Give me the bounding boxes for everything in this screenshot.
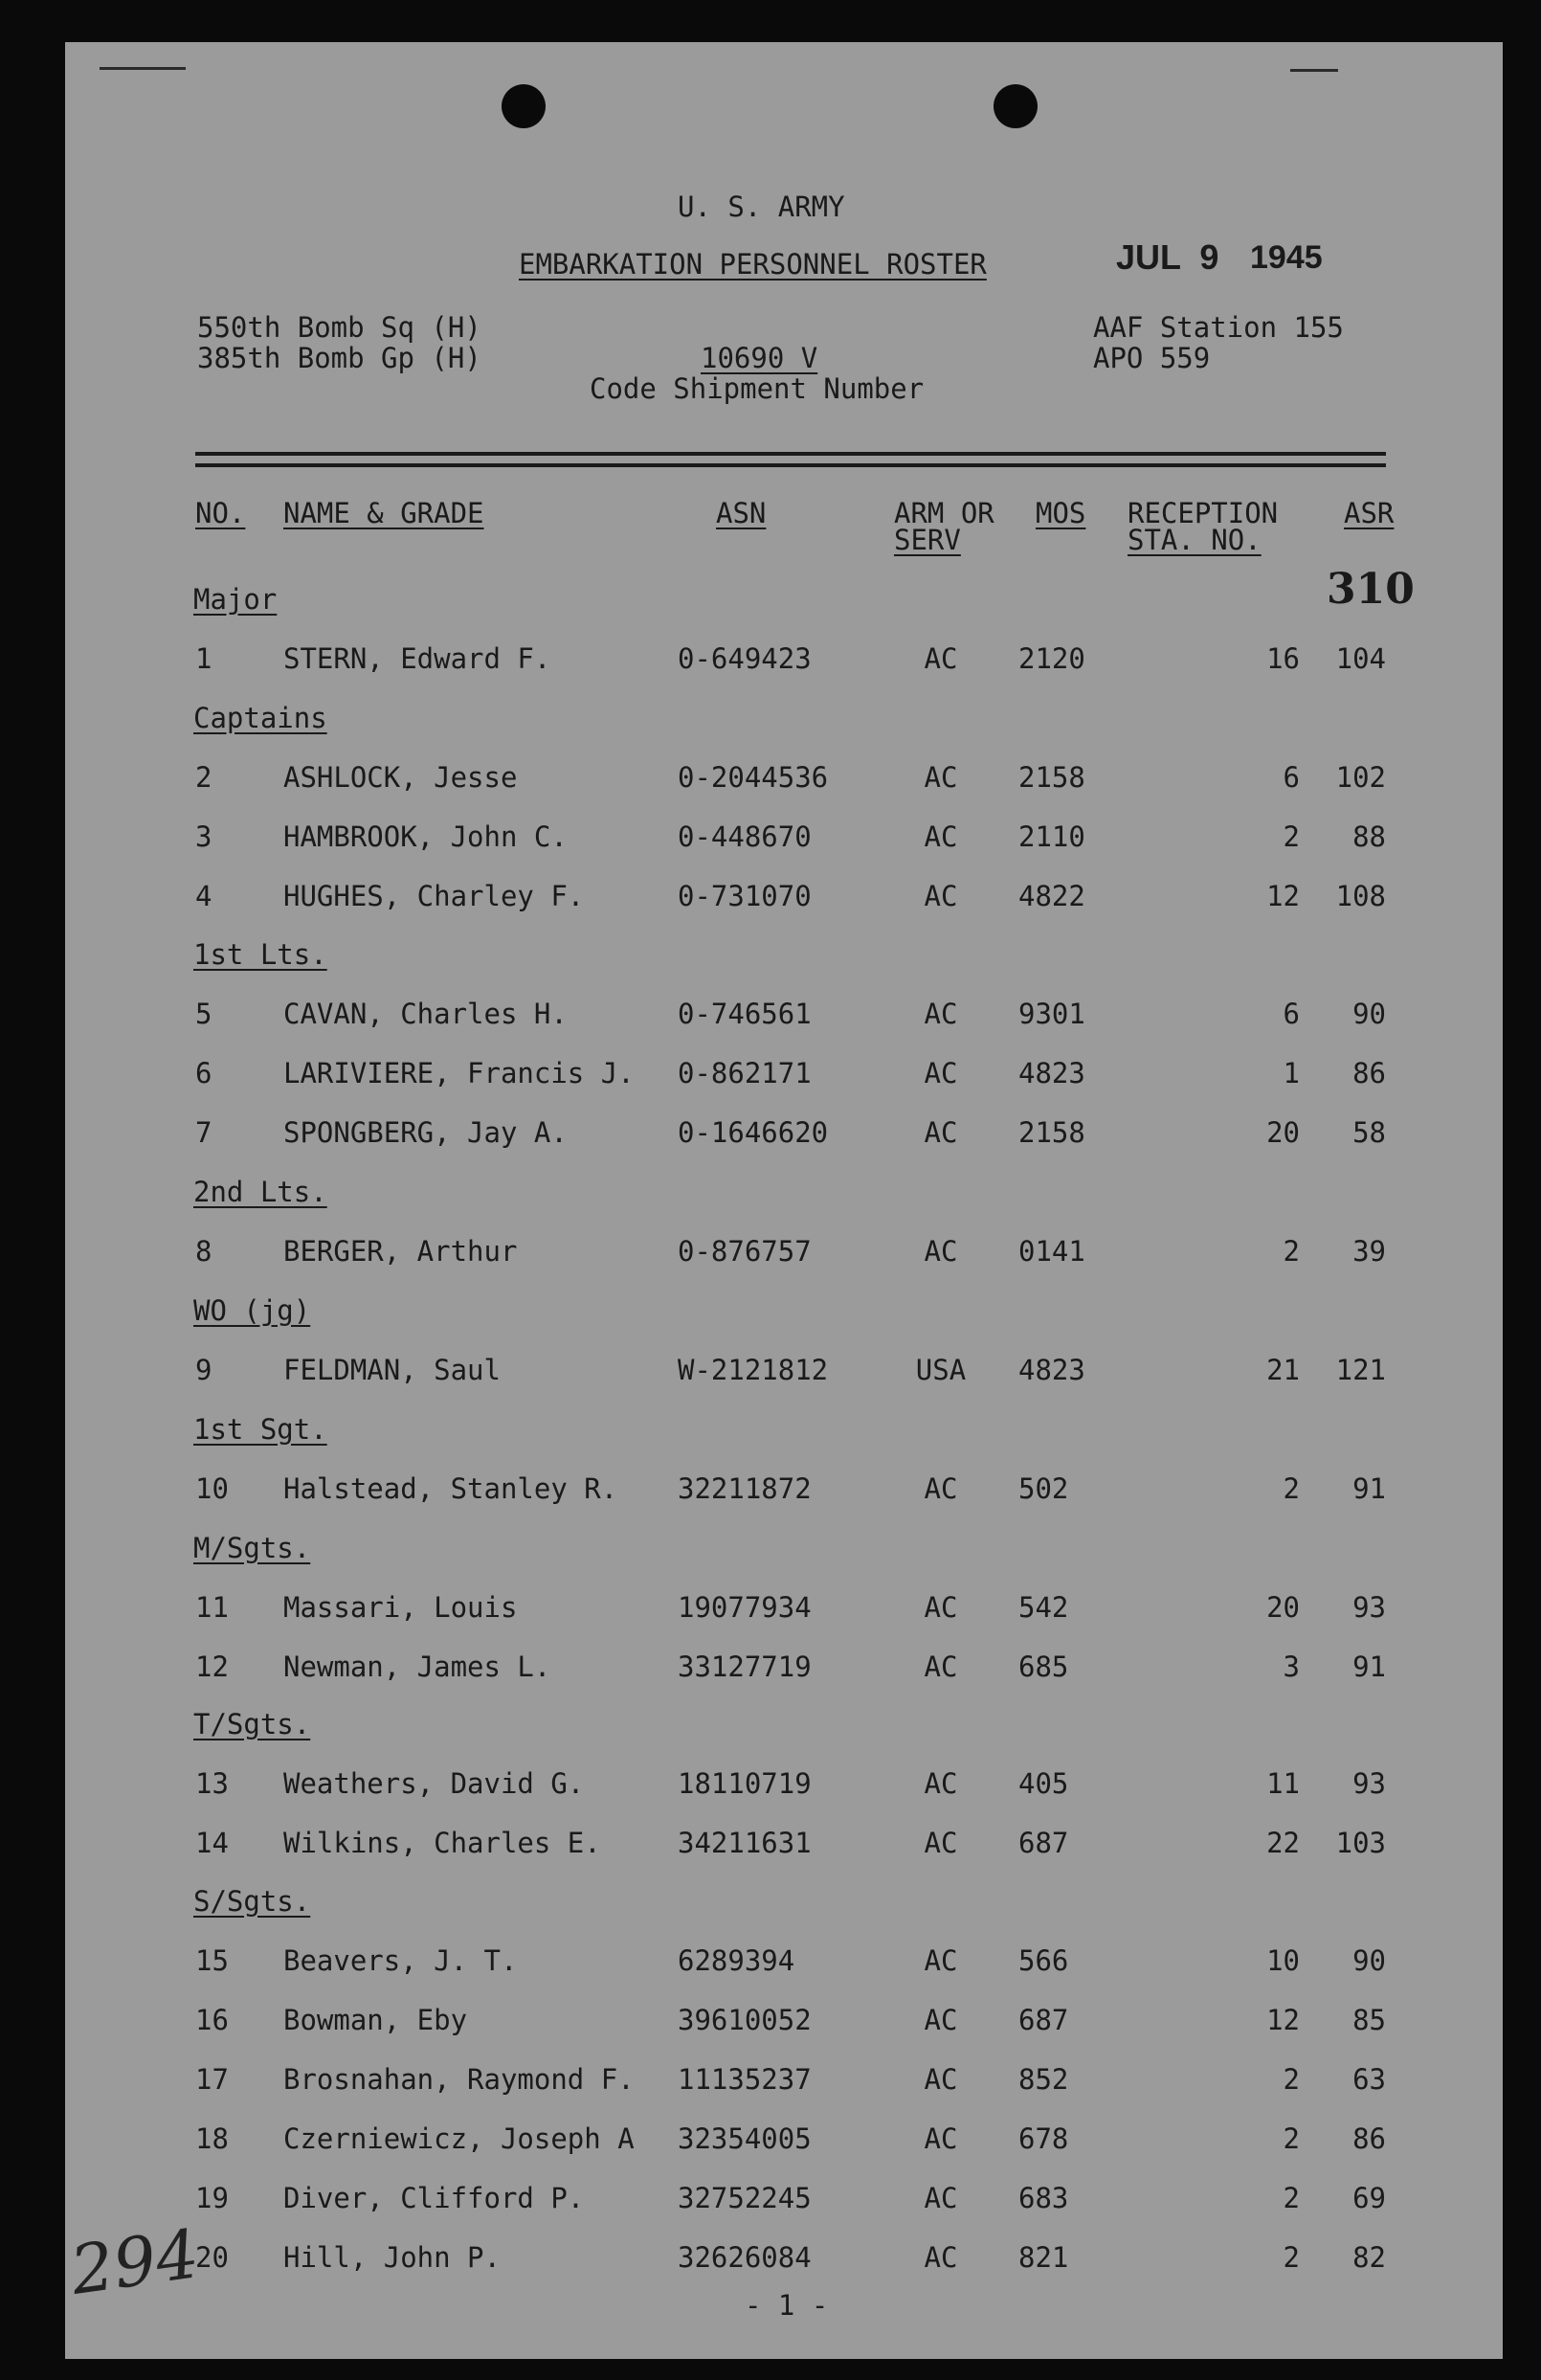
grade-group-label: M/Sgts.	[193, 1532, 311, 1564]
cell-name: Hill, John P.	[283, 2241, 501, 2274]
cell-no: 14	[195, 1827, 229, 1859]
cell-mos: 687	[1018, 1827, 1069, 1859]
table-row	[65, 2005, 1503, 2035]
cell-no: 3	[195, 820, 212, 853]
cell-sta: 10	[1266, 1944, 1300, 1977]
cell-no: 12	[195, 1650, 229, 1683]
cell-arm: AC	[924, 2063, 958, 2096]
table-row	[65, 999, 1503, 1029]
apo-line: APO 559	[1093, 342, 1211, 374]
cell-mos: 2158	[1018, 1116, 1085, 1149]
cell-asn: 6289394	[678, 1944, 795, 1977]
cell-name: Weathers, David G.	[283, 1767, 585, 1800]
col-header-mos: MOS	[1036, 497, 1086, 529]
cell-no: 20	[195, 2241, 229, 2274]
cell-mos: 9301	[1018, 998, 1085, 1030]
margin-mark	[100, 67, 186, 70]
cell-asn: 0-746561	[678, 998, 812, 1030]
cell-asn: 32752245	[678, 2182, 812, 2214]
cell-asn: 0-448670	[678, 820, 812, 853]
cell-asr: 63	[1352, 2063, 1386, 2096]
cell-no: 2	[195, 761, 212, 794]
cell-sta: 11	[1266, 1767, 1300, 1800]
cell-arm: AC	[924, 2004, 958, 2036]
cell-no: 17	[195, 2063, 229, 2096]
cell-no: 9	[195, 1354, 212, 1386]
cell-sta: 2	[1283, 2241, 1300, 2274]
cell-sta: 2	[1283, 820, 1300, 853]
grade-group-label: 2nd Lts.	[193, 1176, 327, 1208]
table-row	[65, 1651, 1503, 1682]
roster-page	[65, 42, 1503, 2359]
header-rule	[195, 463, 1386, 467]
cell-name: STERN, Edward F.	[283, 642, 551, 675]
table-row	[65, 881, 1503, 911]
cell-mos: 683	[1018, 2182, 1069, 2214]
cell-mos: 852	[1018, 2063, 1069, 2096]
handwritten-note: 294	[65, 2214, 204, 2310]
cell-asr: 121	[1335, 1354, 1386, 1386]
col-header-asn: ASN	[716, 497, 767, 529]
cell-asr: 85	[1352, 2004, 1386, 2036]
table-row	[65, 2064, 1503, 2095]
cell-asn: 0-1646620	[678, 1116, 829, 1149]
cell-mos: 566	[1018, 1944, 1069, 1977]
col-header-serv: SERV	[894, 524, 961, 556]
cell-name: Bowman, Eby	[283, 2004, 468, 2036]
cell-sta: 6	[1283, 761, 1300, 794]
cell-sta: 6	[1283, 998, 1300, 1030]
cell-sta: 3	[1283, 1650, 1300, 1683]
cell-sta: 1	[1283, 1057, 1300, 1089]
group-line: 385th Bomb Gp (H)	[197, 342, 481, 374]
station-line: AAF Station 155	[1093, 311, 1344, 344]
cell-mos: 0141	[1018, 1235, 1085, 1268]
cell-no: 5	[195, 998, 212, 1030]
cell-mos: 2158	[1018, 761, 1085, 794]
table-row	[65, 1236, 1503, 1267]
cell-asr: 91	[1352, 1650, 1386, 1683]
cell-arm: AC	[924, 1944, 958, 1977]
grade-group-label: S/Sgts.	[193, 1885, 311, 1918]
cell-arm: AC	[924, 1767, 958, 1800]
squadron-line: 550th Bomb Sq (H)	[197, 311, 481, 344]
cell-arm: AC	[924, 880, 958, 912]
date-stamp-year: 1945	[1250, 239, 1323, 276]
cell-no: 7	[195, 1116, 212, 1149]
cell-no: 6	[195, 1057, 212, 1089]
cell-arm: AC	[924, 2241, 958, 2274]
date-stamp-day: JUL 9	[1116, 237, 1219, 277]
cell-asn: W-2121812	[678, 1354, 829, 1386]
cell-sta: 2	[1283, 2182, 1300, 2214]
cell-arm: AC	[924, 1650, 958, 1683]
cell-sta: 20	[1266, 1116, 1300, 1149]
cell-no: 10	[195, 1472, 229, 1505]
cell-no: 11	[195, 1591, 229, 1624]
cell-asn: 32211872	[678, 1472, 812, 1505]
cell-no: 13	[195, 1767, 229, 1800]
col-header-reception: RECEPTION	[1128, 497, 1279, 529]
cell-no: 4	[195, 880, 212, 912]
grade-group-label: 1st Lts.	[193, 938, 327, 971]
cell-sta: 16	[1266, 642, 1300, 675]
cell-name: SPONGBERG, Jay A.	[283, 1116, 568, 1149]
col-header-name: NAME & GRADE	[283, 497, 484, 529]
col-header-sta-no: STA. NO.	[1128, 524, 1262, 556]
page-number: - 1 -	[745, 2289, 829, 2322]
cell-asr: 58	[1352, 1116, 1386, 1149]
cell-mos: 4823	[1018, 1057, 1085, 1089]
cell-sta: 20	[1266, 1591, 1300, 1624]
col-header-asr: ASR	[1344, 497, 1395, 529]
table-row	[65, 643, 1503, 674]
cell-asr: 102	[1335, 761, 1386, 794]
table-row	[65, 1058, 1503, 1089]
cell-mos: 405	[1018, 1767, 1069, 1800]
table-row	[65, 1355, 1503, 1385]
cell-name: ASHLOCK, Jesse	[283, 761, 518, 794]
cell-name: HUGHES, Charley F.	[283, 880, 585, 912]
cell-mos: 4822	[1018, 880, 1085, 912]
table-row	[65, 762, 1503, 793]
agency-heading: U. S. ARMY	[678, 191, 845, 223]
cell-arm: AC	[924, 2182, 958, 2214]
cell-asn: 33127719	[678, 1650, 812, 1683]
cell-arm: AC	[924, 1472, 958, 1505]
cell-mos: 542	[1018, 1591, 1069, 1624]
cell-arm: AC	[924, 998, 958, 1030]
table-row	[65, 1473, 1503, 1504]
cell-asn: 0-2044536	[678, 761, 829, 794]
cell-asn: 18110719	[678, 1767, 812, 1800]
cell-mos: 685	[1018, 1650, 1069, 1683]
cell-asn: 32354005	[678, 2122, 812, 2155]
table-row	[65, 1945, 1503, 1976]
cell-sta: 22	[1266, 1827, 1300, 1859]
cell-arm: AC	[924, 1057, 958, 1089]
cell-no: 8	[195, 1235, 212, 1268]
cell-name: LARIVIERE, Francis J.	[283, 1057, 635, 1089]
cell-mos: 687	[1018, 2004, 1069, 2036]
cell-asn: 0-649423	[678, 642, 812, 675]
cell-asr: 39	[1352, 1235, 1386, 1268]
cell-asr: 93	[1352, 1591, 1386, 1624]
cell-arm: AC	[924, 820, 958, 853]
grade-group-label: 1st Sgt.	[193, 1413, 327, 1446]
table-row	[65, 2183, 1503, 2213]
grade-group-label: T/Sgts.	[193, 1708, 311, 1740]
cell-asr: 108	[1335, 880, 1386, 912]
cell-no: 15	[195, 1944, 229, 1977]
cell-sta: 2	[1283, 2063, 1300, 2096]
cell-mos: 4823	[1018, 1354, 1085, 1386]
cell-arm: AC	[924, 1827, 958, 1859]
cell-sta: 2	[1283, 2122, 1300, 2155]
grade-group-label: WO (jg)	[193, 1294, 311, 1327]
table-row	[65, 1592, 1503, 1623]
cell-no: 16	[195, 2004, 229, 2036]
cell-asr: 103	[1335, 1827, 1386, 1859]
cell-no: 18	[195, 2122, 229, 2155]
cell-asn: 0-876757	[678, 1235, 812, 1268]
cell-name: Newman, James L.	[283, 1650, 551, 1683]
cell-asn: 19077934	[678, 1591, 812, 1624]
cell-mos: 2110	[1018, 820, 1085, 853]
cell-arm: AC	[924, 1116, 958, 1149]
cell-asr: 82	[1352, 2241, 1386, 2274]
col-header-arm: ARM OR	[894, 497, 994, 529]
cell-mos: 678	[1018, 2122, 1069, 2155]
cell-arm: AC	[924, 2122, 958, 2155]
cell-name: CAVAN, Charles H.	[283, 998, 568, 1030]
cell-asr: 91	[1352, 1472, 1386, 1505]
grade-group-label: Major	[193, 583, 278, 616]
cell-name: Czerniewicz, Joseph A	[283, 2122, 635, 2155]
cell-arm: AC	[924, 1591, 958, 1624]
cell-asn: 34211631	[678, 1827, 812, 1859]
cell-name: Brosnahan, Raymond F.	[283, 2063, 635, 2096]
cell-name: Beavers, J. T.	[283, 1944, 518, 1977]
cell-name: BERGER, Arthur	[283, 1235, 518, 1268]
cell-name: Massari, Louis	[283, 1591, 518, 1624]
table-row	[65, 2242, 1503, 2273]
grade-group-label: Captains	[193, 702, 327, 734]
cell-asn: 32626084	[678, 2241, 812, 2274]
cell-no: 1	[195, 642, 212, 675]
cell-asn: 0-862171	[678, 1057, 812, 1089]
cell-asr: 88	[1352, 820, 1386, 853]
cell-name: Diver, Clifford P.	[283, 2182, 585, 2214]
cell-name: HAMBROOK, John C.	[283, 820, 568, 853]
cell-arm: AC	[924, 1235, 958, 1268]
cell-name: FELDMAN, Saul	[283, 1354, 501, 1386]
document-title: EMBARKATION PERSONNEL ROSTER	[519, 248, 987, 281]
table-row	[65, 2123, 1503, 2154]
cell-asr: 90	[1352, 1944, 1386, 1977]
table-row	[65, 1768, 1503, 1799]
cell-asn: 0-731070	[678, 880, 812, 912]
cell-mos: 821	[1018, 2241, 1069, 2274]
punch-hole-right	[994, 84, 1038, 128]
cell-name: Halstead, Stanley R.	[283, 1472, 618, 1505]
cell-mos: 502	[1018, 1472, 1069, 1505]
cell-asr: 86	[1352, 2122, 1386, 2155]
cell-asr: 93	[1352, 1767, 1386, 1800]
cell-sta: 12	[1266, 880, 1300, 912]
table-row	[65, 1828, 1503, 1858]
cell-asn: 39610052	[678, 2004, 812, 2036]
cell-arm: USA	[915, 1354, 967, 1386]
cell-arm: AC	[924, 761, 958, 794]
cell-sta: 21	[1266, 1354, 1300, 1386]
table-row	[65, 821, 1503, 852]
cell-asr: 90	[1352, 998, 1386, 1030]
cell-asr: 69	[1352, 2182, 1386, 2214]
shipment-number: 10690 V	[701, 342, 818, 374]
shipment-label: Code Shipment Number	[590, 372, 925, 405]
punch-hole-left	[502, 84, 546, 128]
cell-mos: 2120	[1018, 642, 1085, 675]
page-total-stamp: 310	[1327, 565, 1415, 614]
cell-sta: 2	[1283, 1235, 1300, 1268]
cell-asr: 86	[1352, 1057, 1386, 1089]
cell-asn: 11135237	[678, 2063, 812, 2096]
cell-name: Wilkins, Charles E.	[283, 1827, 601, 1859]
cell-sta: 2	[1283, 1472, 1300, 1505]
cell-arm: AC	[924, 642, 958, 675]
margin-mark	[1290, 69, 1338, 72]
table-row	[65, 1117, 1503, 1148]
cell-asr: 104	[1335, 642, 1386, 675]
cell-sta: 12	[1266, 2004, 1300, 2036]
header-rule	[195, 452, 1386, 456]
cell-no: 19	[195, 2182, 229, 2214]
col-header-no: NO.	[195, 497, 246, 529]
